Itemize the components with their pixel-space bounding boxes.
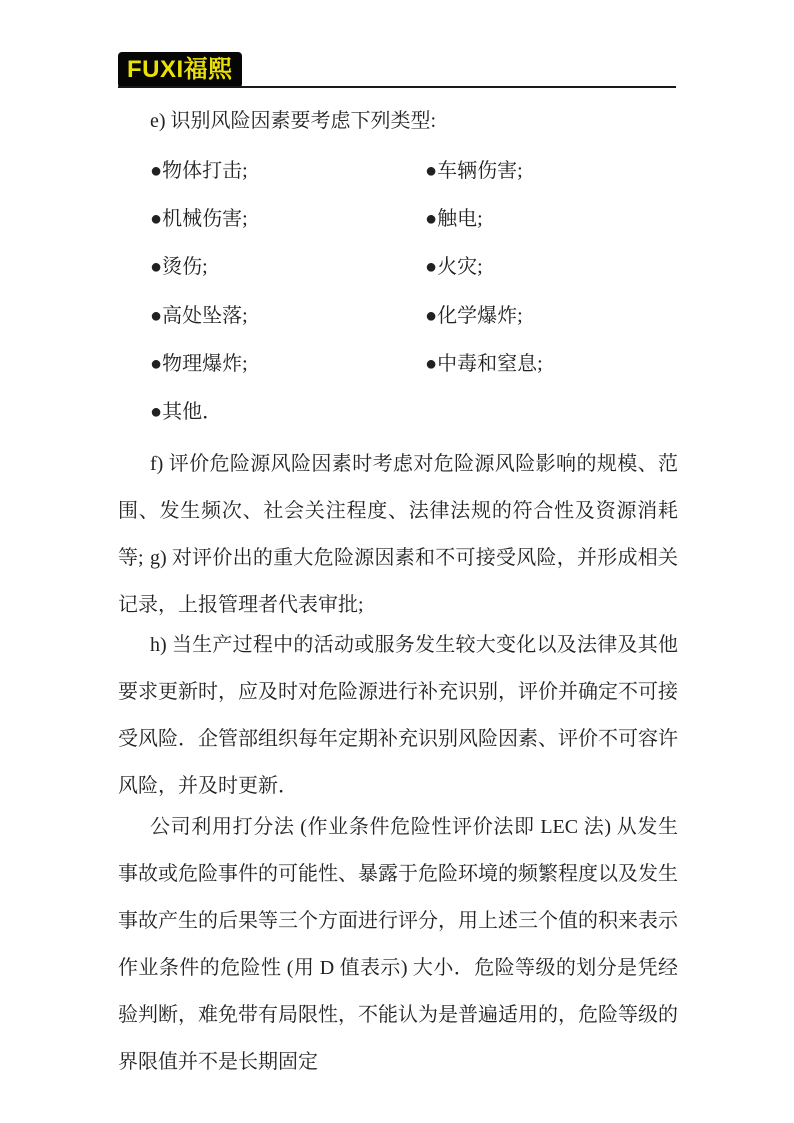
paragraph-h: h) 当生产过程中的活动或服务发生较大变化以及法律及其他要求更新时，应及时对危险源进行补充识别，评价并确定不可接受风险．企管部组织每年定期补充识别风险因素、评价不可容许风险，并及时更新． [118,634,678,797]
hazard-type-item: ●火灾; [425,256,483,278]
paragraph-f: f) 评价危险源风险因素时考虑对危险源风险影响的规模、范围、发生频次、社会关注程度、法律法规的符合性及资源消耗等; [118,453,678,569]
hazard-type-item: ●化学爆炸; [425,305,523,327]
list-item-e: e) 识别风险因素要考虑下列类型: [150,110,437,132]
hazard-type-item: ●烫伤; [150,256,208,278]
hazard-type-row [150,293,678,340]
hazard-type-row [150,148,678,195]
hazard-type-item: ●机械伤害; [150,208,248,230]
hazard-type-row [150,341,678,388]
hazard-type-row [150,196,678,243]
hazard-type-row [150,244,678,291]
hazard-type-item: ●触电; [425,208,483,230]
document-content [118,0,678,1123]
paragraph-g: g) 对评价出的重大危险源因素和不可接受风险，并形成相关记录，上报管理者代表审批; [118,547,678,616]
hazard-type-row [150,389,678,436]
hazard-type-item: ●高处坠落; [150,305,248,327]
company-logo: FUXI福熙 [118,52,242,88]
hazard-type-item: ●车辆伤害; [425,160,523,182]
hazard-type-item: ●物体打击; [150,160,248,182]
hazard-type-item: ●中毒和窒息; [425,353,543,375]
hazard-type-item: ●物理爆炸; [150,353,248,375]
paragraph-lec-method: 公司利用打分法 (作业条件危险性评价法即 LEC 法) 从发生事故或危险事件的可能性、暴露于危险环境的频繁程度以及发生事故产生的后果等三个方面进行评分，用上述三个值的积来表示作业条件的危险性 (用 D 值表示) 大小．危险等级的划分是凭经验判断，难免带有局限性，不能认为是普遍适用的，危险等级的界限值并不是长期固定 [118,816,678,1073]
hazard-type-item: ●其他． [150,401,223,423]
